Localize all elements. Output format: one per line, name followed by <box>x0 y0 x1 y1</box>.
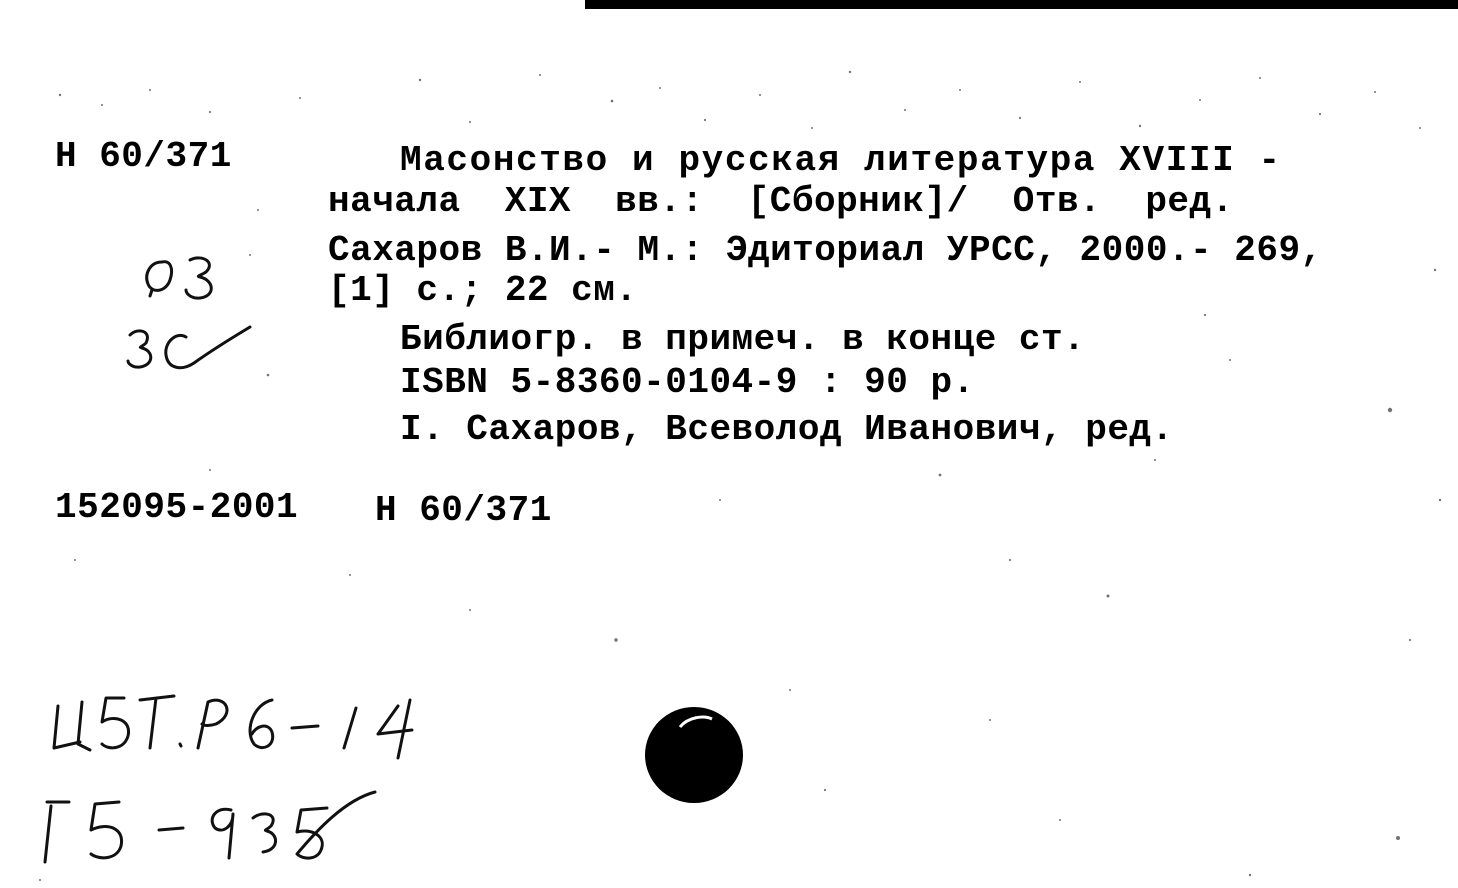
editor-tracing: I. Сахаров, Всеволод Иванович, ред. <box>400 409 1174 450</box>
handwritten-code-03 <box>130 240 260 310</box>
bibliography-note: Библиогр. в примеч. в конце ст. <box>400 319 1086 360</box>
punch-hole <box>642 705 752 815</box>
handwritten-index-line-1 <box>40 678 440 768</box>
handwritten-index-line-2 <box>35 770 395 880</box>
isbn-price-note: ISBN 5-8360-0104-9 : 90 р. <box>400 362 975 403</box>
shelfmark-repeat: Н 60/371 <box>375 490 552 531</box>
entry-line-3: Сахаров В.И.- М.: Эдиториал УРСС, 2000.- 269, <box>328 230 1323 271</box>
accession-number: 152095-2001 <box>55 487 299 528</box>
handwritten-code-3c <box>120 315 270 385</box>
entry-line-2: начала XIX вв.: [Сборник]/ Отв. ред. <box>328 181 1234 222</box>
entry-line-1: Масонство и русская литература XVIII - <box>400 140 1282 181</box>
entry-line-4: [1] с.; 22 см. <box>328 270 638 311</box>
shelfmark: Н 60/371 <box>55 136 232 177</box>
